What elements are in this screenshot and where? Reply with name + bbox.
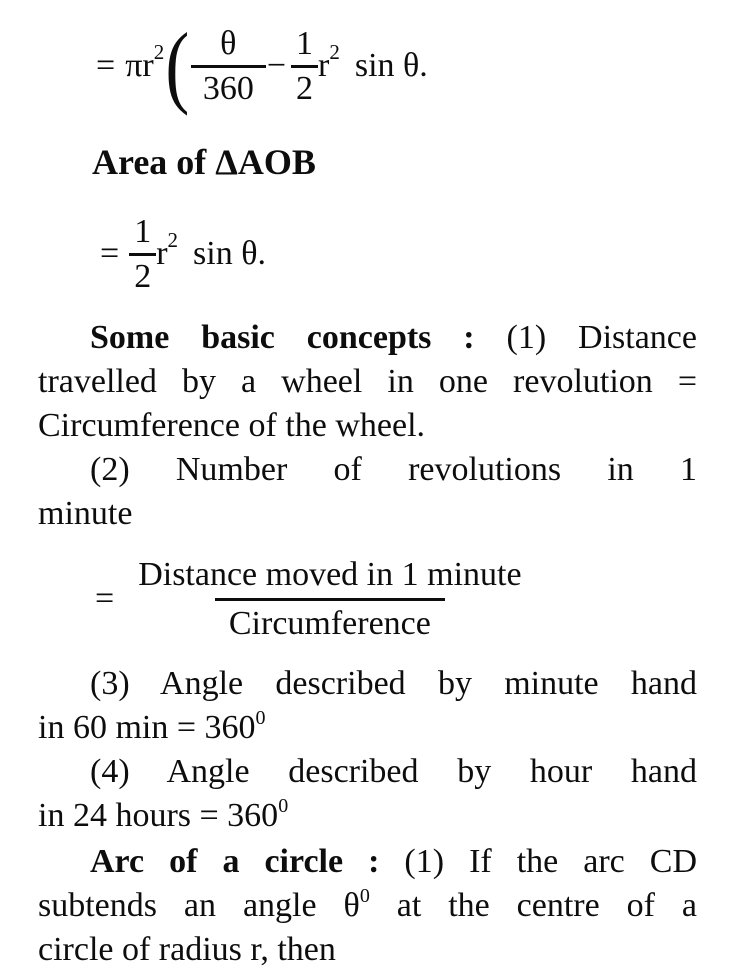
fraction-numerator: Distance moved in 1 minute [138, 555, 522, 593]
fraction-denominator: 2 [291, 65, 318, 110]
bold-lead-text: Arc of a circle : [90, 843, 380, 880]
fraction-one-half [291, 23, 318, 110]
r-squared-term [156, 228, 179, 273]
r-variable: r [318, 47, 330, 84]
equals-sign: = [96, 47, 116, 84]
text-line [38, 884, 697, 928]
text-line: travelled by a wheel in one revolution = [38, 363, 697, 400]
fraction-one-half [129, 211, 156, 298]
line-text: subtends an angle θ [38, 887, 360, 924]
text-line: (3) Angle described by minute hand [90, 665, 697, 702]
formula-triangle-area [100, 204, 697, 304]
paragraph-revolutions [38, 448, 697, 536]
text-line: circle of radius r, then [38, 931, 336, 968]
text-line: minute [38, 495, 133, 532]
line-text: at the centre of a [369, 887, 697, 924]
text-line [38, 316, 697, 360]
fraction-distance-circumference [124, 552, 535, 647]
line-text: (1) Distance [474, 319, 697, 356]
equals-sign: = [95, 580, 115, 617]
exponent-2: 2 [167, 228, 179, 252]
text-line: (2) Number of revolutions in 1 [90, 451, 697, 488]
fraction-numerator: θ [220, 24, 237, 62]
exponent-2: 2 [329, 40, 340, 64]
superscript-zero: 0 [278, 795, 289, 817]
fraction-denominator: 360 [191, 65, 266, 110]
paragraph-basic-concepts [38, 316, 697, 448]
text-line: (4) Angle described by hour hand [90, 753, 697, 790]
equals-sign: = [100, 235, 120, 272]
line-text: in 24 hours = 360 [38, 797, 279, 834]
r-variable: r [156, 235, 168, 272]
sin-theta-term: sin θ. [354, 47, 428, 84]
paragraph-hour-hand [38, 750, 697, 838]
r-squared-term [318, 40, 340, 85]
superscript-zero: 0 [255, 707, 266, 729]
exponent-2: 2 [153, 40, 165, 64]
fraction-denominator: Circumference [215, 598, 445, 647]
fraction-denominator: 2 [129, 253, 156, 298]
fraction-theta-360 [191, 23, 266, 110]
text-line [38, 840, 697, 884]
pi-r-squared-term [125, 40, 165, 85]
open-paren: ( [165, 14, 190, 117]
paragraph-minute-hand [38, 662, 697, 750]
paragraph-arc-of-circle [38, 840, 697, 972]
text-line [38, 706, 697, 750]
pi-r: πr [125, 47, 154, 84]
sin-theta-term: sin θ. [193, 235, 266, 272]
bold-lead-text: Some basic concepts : [90, 319, 475, 356]
minus-sign: − [266, 47, 287, 84]
document-page [0, 16, 733, 972]
line-text: in 60 min = 360 [38, 709, 256, 746]
text-line [38, 794, 697, 838]
formula-sector-area [96, 16, 697, 116]
heading-area-of-triangle: Area of ΔAOB [92, 142, 316, 182]
fraction-numerator: 1 [134, 212, 152, 250]
line-text: (1) If the arc CD [379, 843, 697, 880]
fraction-numerator: 1 [296, 24, 314, 62]
text-line: Circumference of the wheel. [38, 407, 426, 444]
superscript-zero: 0 [359, 885, 370, 907]
formula-revolutions-per-minute [95, 550, 697, 648]
